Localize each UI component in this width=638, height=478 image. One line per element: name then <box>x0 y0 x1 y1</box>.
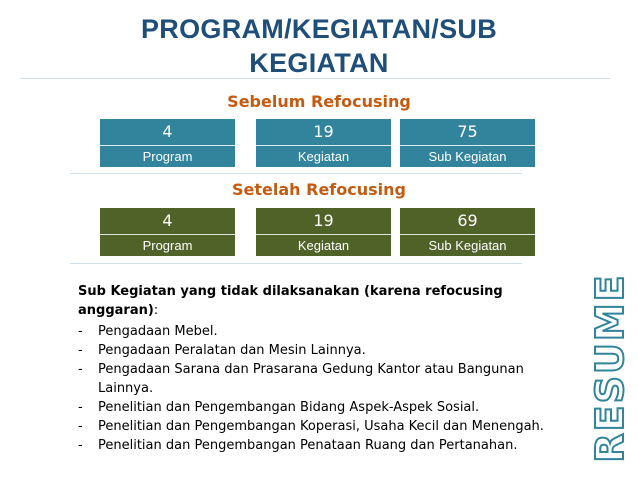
list-item-text: Pengadaan Sarana dan Prasarana Gedung Kantor atau Bangunan Lainnya. <box>98 362 524 396</box>
list-bullet: - <box>78 343 83 358</box>
before-heading: Sebelum Refocusing <box>227 92 411 111</box>
after-heading: Setelah Refocusing <box>232 180 406 199</box>
before-program-label: Program <box>100 145 235 167</box>
before-subkegiatan-label: Sub Kegiatan <box>400 145 535 167</box>
before-kegiatan-box <box>256 119 391 167</box>
list-item <box>78 398 568 417</box>
list-heading-colon: : <box>153 303 159 318</box>
list-heading <box>78 282 568 320</box>
before-program-count: 4 <box>100 119 235 145</box>
after-program-label: Program <box>100 234 235 256</box>
after-subkegiatan-label: Sub Kegiatan <box>400 234 535 256</box>
list-item <box>78 341 568 360</box>
list-bullet: - <box>78 400 83 415</box>
before-subkegiatan-count: 75 <box>400 119 535 145</box>
list-bullet: - <box>78 438 83 453</box>
resume-side-label: RESUME <box>588 273 632 463</box>
after-kegiatan-box <box>256 208 391 256</box>
list-bullet: - <box>78 362 83 377</box>
list-heading-text: Sub Kegiatan yang tidak dilaksanakan (karena refocusing anggaran) <box>78 284 503 318</box>
divider-bottom <box>70 263 522 264</box>
page-title-line-2: KEGIATAN <box>249 48 389 78</box>
list-item-text: Penelitian dan Pengembangan Bidang Aspek-Aspek Sosial. <box>98 400 480 415</box>
divider-middle <box>70 173 522 174</box>
list-item <box>78 322 568 341</box>
list-item <box>78 360 568 398</box>
before-program-box <box>100 119 235 167</box>
before-kegiatan-label: Kegiatan <box>256 145 391 167</box>
list-bullet: - <box>78 419 83 434</box>
after-program-box <box>100 208 235 256</box>
page-title-line-1: PROGRAM/KEGIATAN/SUB <box>141 14 497 44</box>
list-item-text: Pengadaan Mebel. <box>98 324 218 339</box>
after-subkegiatan-count: 69 <box>400 208 535 234</box>
list-item-text: Penelitian dan Pengembangan Penataan Ruang dan Pertanahan. <box>98 438 518 453</box>
before-subkegiatan-box <box>400 119 535 167</box>
before-kegiatan-count: 19 <box>256 119 391 145</box>
cancelled-subactivities <box>78 282 568 455</box>
list-item <box>78 436 568 455</box>
after-kegiatan-count: 19 <box>256 208 391 234</box>
page-title <box>80 12 558 80</box>
divider-top <box>20 78 610 79</box>
list-item-text: Pengadaan Peralatan dan Mesin Lainnya. <box>98 343 366 358</box>
list-item <box>78 417 568 436</box>
list-bullet: - <box>78 324 83 339</box>
subactivity-list <box>78 322 568 455</box>
list-item-text: Penelitian dan Pengembangan Koperasi, Usaha Kecil dan Menengah. <box>98 419 544 434</box>
after-kegiatan-label: Kegiatan <box>256 234 391 256</box>
after-program-count: 4 <box>100 208 235 234</box>
after-subkegiatan-box <box>400 208 535 256</box>
